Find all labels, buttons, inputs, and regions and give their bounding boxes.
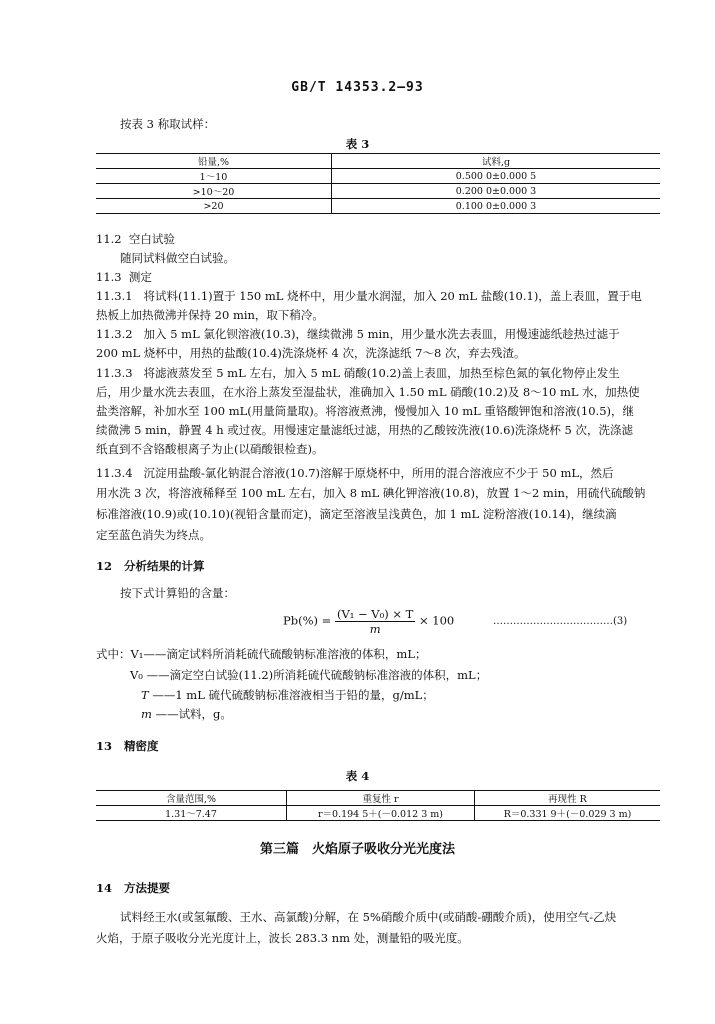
section-11-2-text: 随同试料做空白试验。 xyxy=(120,251,235,265)
table4-caption: 表 4 xyxy=(345,769,370,783)
definition-symbol: V₀ xyxy=(130,668,143,682)
table-cell: 1.31～7.47 xyxy=(96,806,287,821)
section-number: 11.3.3 xyxy=(96,366,133,380)
paragraph-line: 盐类溶解，补加水至 100 mL(用量筒量取)。将溶液煮沸，慢慢加入 10 mL 重铬酸钾饱和溶液(10.5)，继 xyxy=(96,404,634,418)
section-14-heading xyxy=(96,880,170,896)
paragraph-line: 纸直到不含铬酸根离子为止(以硝酸银检查)。 xyxy=(96,442,324,456)
table-cell: 0.200 0±0.000 3 xyxy=(332,184,661,199)
formula-number: ………………………………(3) xyxy=(493,616,628,627)
section-number: 14 xyxy=(96,881,113,895)
definition-text: ——1 mL 硫代硫酸钠标准溶液相当于铅的量，g/mL； xyxy=(152,688,434,702)
table-cell: 1～10 xyxy=(96,169,332,184)
table-header-row xyxy=(96,791,660,806)
paragraph-line: 标准溶液(10.9)或(10.10)(视铅含量而定)，滴定至溶液呈浅黄色，加 1 mL 淀粉溶液(10.14)，继续滴 xyxy=(96,507,617,521)
table-3 xyxy=(96,153,660,214)
table-cell: >20 xyxy=(96,199,332,214)
section-11-3-heading xyxy=(96,270,152,284)
table-row xyxy=(96,184,660,199)
formula xyxy=(283,607,454,636)
paragraph-line: 加入 5 mL 氯化钡溶液(10.3)，继续微沸 5 min，用少量水洗去表皿，用慢速滤纸趁热过滤于 xyxy=(143,327,620,341)
section-11-3-1-line xyxy=(96,289,642,303)
section-11-3-3-line xyxy=(96,366,620,380)
table-cell: 0.100 0±0.000 3 xyxy=(332,199,661,214)
table-cell: 0.500 0±0.000 5 xyxy=(332,169,661,184)
table-cell: >10～20 xyxy=(96,184,332,199)
formula-denominator: m xyxy=(369,622,381,636)
table-4 xyxy=(96,790,660,821)
table4-header-range: 含量范围,% xyxy=(96,791,287,806)
section-number: 11.2 xyxy=(96,232,122,246)
definition-row xyxy=(130,668,487,682)
section-11-2-heading xyxy=(96,232,175,246)
paragraph-line: 沉淀用盐酸-氯化钠混合溶液(10.7)溶解于原烧杯中，所用的混合溶液应不少于 50 mL，然后 xyxy=(143,466,614,480)
definition-row xyxy=(96,647,426,661)
section-12-heading xyxy=(96,558,205,574)
paragraph-line: 后，用少量水洗去表皿，在水浴上蒸发至湿盐状，准确加入 1.50 mL 硝酸(10.2)及 8～10 mL 水，加热使 xyxy=(96,385,640,399)
section-13-heading xyxy=(96,738,159,754)
table-row xyxy=(96,169,660,184)
section-11-3-2-line xyxy=(96,327,620,341)
section-number: 11.3.4 xyxy=(96,466,133,480)
formula-rhs: × 100 xyxy=(418,613,455,628)
section-number: 11.3.2 xyxy=(96,327,133,341)
table3-header-lead: 铅量,% xyxy=(96,154,332,169)
section-number: 11.3 xyxy=(96,270,122,284)
definition-text: ——试料，g。 xyxy=(155,707,232,721)
paragraph-line: 定至蓝色消失为终点。 xyxy=(96,528,211,542)
definition-symbol: T xyxy=(141,688,149,702)
formula-numerator: (V₁ − V₀) × T xyxy=(336,607,414,621)
paragraph-line: 用水洗 3 次，将溶液稀释至 100 mL 左右，加入 8 mL 碘化钾溶液(10.8)，放置 1～2 min，用硫代硫酸钠 xyxy=(96,486,646,500)
table-row xyxy=(96,199,660,214)
table4-header-reproducibility: 再现性 R xyxy=(475,791,661,806)
section-number: 12 xyxy=(96,559,113,573)
table3-caption: 表 3 xyxy=(345,137,370,151)
section-title: 精密度 xyxy=(124,739,159,753)
paragraph-line: 火焰，于原子吸收分光光度计上，波长 283.3 nm 处，测量铅的吸光度。 xyxy=(96,931,469,945)
definition-text: ——滴定空白试验(11.2)所消耗硫代硫酸钠标准溶液的体积，mL； xyxy=(146,668,488,682)
definition-symbol: 式中：V₁ xyxy=(96,647,144,661)
table4-header-repeatability: 重复性 r xyxy=(287,791,475,806)
section-number: 13 xyxy=(96,739,113,753)
definition-row xyxy=(141,688,434,702)
intro-text: 按表 3 称取试样： xyxy=(120,117,216,131)
paragraph-line: 将试料(11.1)置于 150 mL 烧杯中，用少量水润湿，加入 20 mL 盐酸(10.1)，盖上表皿，置于电 xyxy=(143,289,642,303)
section-number: 11.3.1 xyxy=(96,289,133,303)
formula-lhs: Pb(%) = xyxy=(283,613,332,628)
paragraph-line: 热板上加热微沸并保持 20 min，取下稍冷。 xyxy=(96,308,324,322)
table-row xyxy=(96,806,660,821)
page-header: GB/T 14353.2—93 xyxy=(291,80,424,95)
formula-fraction xyxy=(335,607,415,636)
table-cell: R＝0.331 9＋(－0.029 3 m) xyxy=(475,806,661,821)
paragraph-line: 将滤液蒸发至 5 mL 左右，加入 5 mL 硝酸(10.2)盖上表皿，加热至棕色氮的氧化物停止发生 xyxy=(143,366,620,380)
section-title: 方法提要 xyxy=(124,881,171,895)
table-cell: r＝0.194 5＋(－0.012 3 m) xyxy=(287,806,475,821)
section-title: 测定 xyxy=(128,270,152,284)
table3-header-sample: 试料,g xyxy=(332,154,661,169)
part-title: 第三篇 火焰原子吸收分光光度法 xyxy=(259,842,455,857)
paragraph-line: 试料经王水(或氢氟酸、王水、高氯酸)分解，在 5%硝酸介质中(或硝酸-硼酸介质)，使用空气-乙炔 xyxy=(120,910,617,924)
table-header-row xyxy=(96,154,660,169)
paragraph-line: 续微沸 5 min，静置 4 h 或过夜。用慢速定量滤纸过滤，用热的乙酸铵洗液(10.6)洗涤烧杯 5 次，洗涤滤 xyxy=(96,423,634,437)
section-title: 分析结果的计算 xyxy=(124,559,205,573)
section-11-3-4-line xyxy=(96,466,614,480)
section-12-text: 按下式计算铅的含量： xyxy=(120,586,235,600)
definition-text: ——滴定试料所消耗硫代硫酸钠标准溶液的体积，mL； xyxy=(143,647,427,661)
section-title: 空白试验 xyxy=(128,232,175,246)
paragraph-line: 200 mL 烧杯中，用热的盐酸(10.4)洗涤烧杯 4 次，洗涤滤纸 7～8 次，弃去残渣。 xyxy=(96,346,526,360)
definition-symbol: m xyxy=(141,707,152,721)
definition-row xyxy=(141,707,232,721)
